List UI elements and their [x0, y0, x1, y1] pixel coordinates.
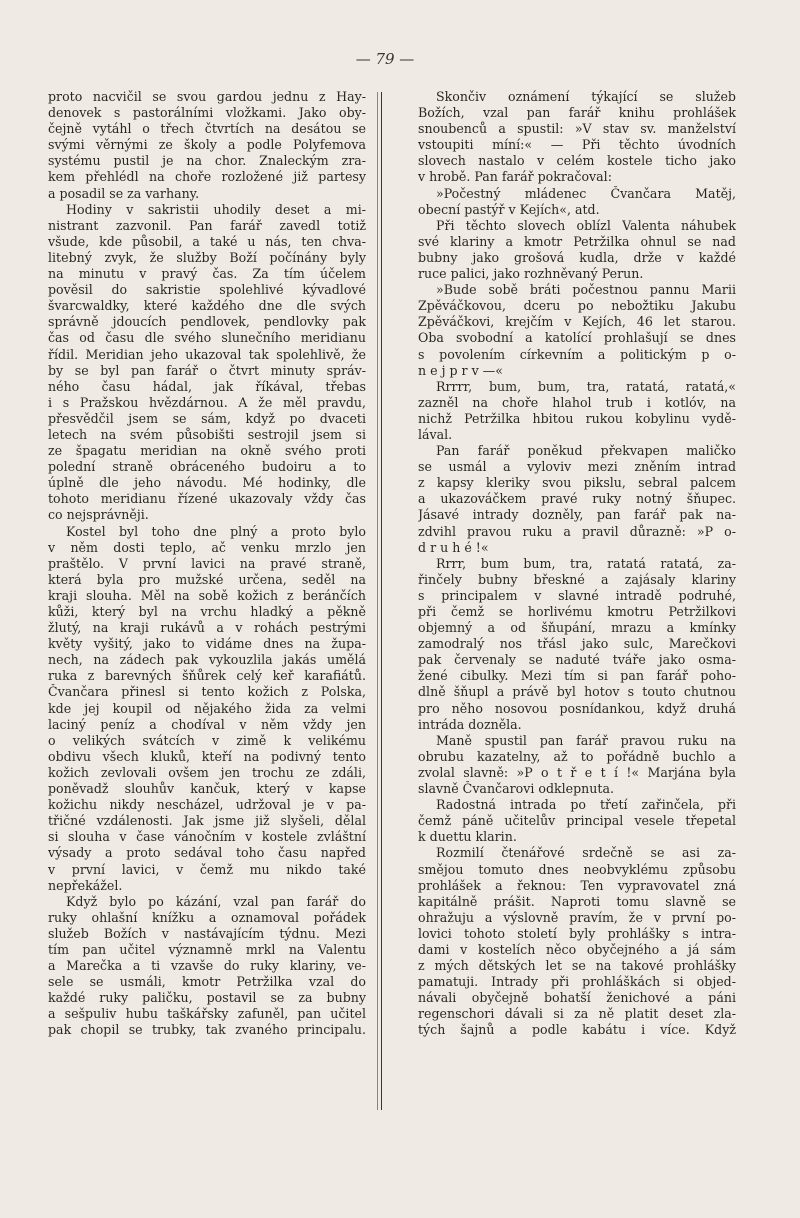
text-line: bubny jako grošová kudla, drže v každé	[418, 249, 736, 265]
text-line: tím pan učitel významně mrkl na Valentu	[48, 941, 366, 957]
text-line: při čemž se horlivému kmotru Petržilkovi	[418, 604, 736, 619]
text-line: Pan farář poněkud překvapen maličko	[436, 443, 736, 459]
text-line: s povolením církevním a politickým p o-	[418, 346, 736, 362]
text-line: každé ruky paličku, postavil se za bubny	[48, 990, 366, 1006]
text-line: Při těchto slovech oblízl Valenta náhubek	[436, 217, 736, 233]
text-line: a Marečka a ti vzavše do ruky klariny, ve-	[48, 958, 366, 974]
text-line: litebný zvyk, že služby Boží počínány byly	[48, 249, 366, 265]
text-line: pamatuji. Intrady při prohláškách si objed-	[418, 974, 736, 990]
text-line: čas od času dle svého slunečního meridianu	[48, 330, 366, 346]
text-line: Zpěváčkovi, krejčím v Kejích, 46 let starou.	[418, 314, 736, 330]
text-line: žené cibulky. Mezi tím si pan farář poho-	[418, 668, 736, 684]
text-line: úplně dle jeho návodu. Mé hodinky, dle	[48, 475, 366, 491]
text-line: kožich zevlovali ovšem jen trochu ze zdáli,	[48, 764, 366, 780]
left-column	[48, 89, 366, 1039]
text-line: dami v kostelích něco obyčejného a já sám	[418, 941, 736, 957]
text-line: Oba svobodní a katolící prohlašují se dnes	[418, 330, 736, 346]
text-line: kraji slouha. Měl na sobě kožich z beránčích	[48, 587, 366, 603]
text-line: sele se usmáli, kmotr Petržilka vzal do	[48, 974, 366, 990]
text-line: obdivu všech kluků, kteří na podivný tento	[48, 748, 366, 764]
text-line: kde jej koupil od nějakého žida za velmi	[48, 700, 366, 716]
text-line: kůži, který byl na vrchu hladký a pěkně	[48, 604, 366, 619]
text-line: Radostná intrada po třetí zařinčela, při	[436, 797, 736, 813]
text-line: n e j p r v —«	[418, 362, 503, 378]
text-line: zamodralý nos třásl jako sulc, Marečkovi	[418, 636, 736, 652]
text-line: poněvadž slouhův kančuk, který v kapse	[48, 781, 366, 797]
text-line: si slouha v čase vánočním v kostele zvláštní	[48, 829, 366, 845]
column-divider	[381, 92, 382, 1110]
text-line: vstoupiti míní:« — Při těchto úvodních	[418, 137, 736, 153]
text-line: systému pustil je na chor. Znaleckým zra-	[48, 153, 366, 169]
text-line: nichž Petržilka hbitou rukou kobylinu vydě-	[418, 410, 736, 426]
text-line: z mých dětských let se na takové prohlášky	[418, 958, 736, 974]
text-line: objemný a od šňupání, mrazu a kmínky	[418, 620, 736, 636]
text-line: čemž páně učitelův principal vesele třepetal	[418, 813, 736, 829]
text-line: své klariny a kmotr Petržilka ohnul se nad	[418, 233, 736, 249]
text-line: žlutý, na kraji rukávů a v rohách pestrými	[48, 620, 366, 636]
text-line: »Počestný mládenec Čvančara Matěj,	[436, 185, 736, 201]
text-line: kožichu nikdy nescházel, udržoval je v pa-	[48, 797, 366, 813]
text-line: smějou tomuto dnes neobvyklému způsobu	[418, 861, 736, 877]
text-line: praštělo. V první lavici na pravé straně,	[48, 555, 366, 571]
text-line: Zpěváčkovou, dceru po nebožtiku Jakubu	[418, 298, 736, 314]
text-line: zazněl na choře hlahol trub i kotlóv, na	[418, 394, 736, 410]
text-line: o velikých svátcích v zimě k velikému	[48, 732, 366, 748]
text-line: obecní pastýř v Kejích«, atd.	[418, 201, 600, 217]
text-line: tých šajnů a podle kabátu i více. Když	[418, 1022, 736, 1038]
text-line: Čvančara přinesl si tento kožich z Polska,	[48, 684, 366, 700]
text-line: Kostel byl toho dne plný a proto bylo	[66, 523, 366, 539]
text-line: co nejsprávněji.	[48, 507, 149, 523]
text-line: ruka z barevných šňůrek celý keř karafiátů.	[48, 668, 366, 684]
text-line: Rrrrr, bum, bum, tra, ratatá, ratatá,«	[436, 378, 736, 394]
text-line: snoubenců a spustil: »V stav sv. manželství	[418, 121, 736, 137]
text-line: řídil. Meridian jeho ukazoval tak spolehlivě, že	[48, 346, 366, 362]
column-divider-shadow	[377, 92, 378, 1110]
text-line: a sešpuliv hubu taškářsky zafuněl, pan učitel	[48, 1006, 366, 1022]
text-line: svými věrnými ze školy a podle Polyfemova	[48, 137, 366, 153]
text-line: návali obyčejně bohatší ženichové a páni	[418, 990, 736, 1006]
text-line: s principalem v slavné intradě podruhé,	[418, 587, 736, 603]
text-line: prohlášek a řeknou: Ten vypravovatel zná	[418, 877, 736, 893]
text-line: v hrobě. Pan farář pokračoval:	[418, 169, 612, 185]
text-line: ze špagatu meridian na okně svého proti	[48, 443, 366, 459]
text-line: ohražuju a výslovně pravím, že v první po-	[418, 909, 736, 925]
text-line: Jásavé intrady dozněly, pan farář pak na-	[418, 507, 736, 523]
text-line: z kapsy kleriky svou pikslu, sebral palcem	[418, 475, 736, 491]
page-number: — 79 —	[355, 50, 415, 68]
text-line: nistrant zazvonil. Pan farář zavedl totiž	[48, 217, 366, 233]
text-line: nech, na zádech pak vykouzlila jakás umělá	[48, 652, 366, 668]
text-line: proto nacvičil se svou gardou jednu z Hay-	[48, 89, 366, 104]
text-line: v něm dosti teplo, ač venku mrzlo jen	[48, 539, 366, 555]
text-line: laciný peníz a chodíval v něm vždy jen	[48, 716, 366, 732]
text-line: letech na svém působišti sestrojil jsem si	[48, 426, 366, 442]
text-line: pro něho nosovou posnídankou, když druhá	[418, 700, 736, 716]
text-line: polední straně obráceného budoiru a to	[48, 459, 366, 475]
text-line: Když bylo po kázání, vzal pan farář do	[66, 893, 366, 909]
text-line: intráda dozněla.	[418, 716, 522, 732]
text-line: ného času hádal, jak říkával, třebas	[48, 378, 366, 394]
text-line: zdvihl pravou ruku a pravil důrazně: »P o-	[418, 523, 736, 539]
text-line: Božích, vzal pan farář knihu prohlášek	[418, 105, 736, 121]
text-line: Hodiny v sakristii uhodily deset a mi-	[66, 201, 366, 217]
text-line: zvolal slavně: »P o t ř e t í !« Marjána byla	[418, 764, 736, 780]
text-line: denovek s pastorálními vložkami. Jako oby-	[48, 105, 366, 121]
text-line: výsady a proto sedával toho času napřed	[48, 845, 366, 861]
right-column	[418, 89, 736, 1039]
text-line: švarcwaldky, které každého dne dle svých	[48, 298, 366, 314]
text-line: a ukazováčkem pravé ruky notný šňupec.	[418, 491, 736, 507]
text-line: slovech nastalo v celém kostele ticho jako	[418, 153, 736, 169]
text-line: ruce palici, jako rozhněvaný Perun.	[418, 266, 644, 282]
text-line: všude, kde působil, a také u nás, ten chva-	[48, 233, 366, 249]
text-line: nepřekážel.	[48, 877, 123, 893]
text-line: čejně vytáhl o třech čtvrtích na desátou se	[48, 121, 366, 137]
text-line: lovici tohoto století byly prohlášky s intra-	[418, 925, 736, 941]
text-line: kapitálně prášit. Naproti tomu slavně se	[418, 893, 736, 909]
text-line: dlně šňupl a právě byl hotov s touto chutnou	[418, 684, 736, 700]
text-line: správně jdoucích pendlovek, pendlovky pak	[48, 314, 366, 330]
text-line: by se byl pan farář o čtvrt minuty správ-	[48, 362, 366, 378]
text-line: regenschori dávali si za ně platit deset zla-	[418, 1006, 736, 1022]
text-line: tohoto meridianu řízené ukazovaly vždy čas	[48, 491, 366, 507]
text-line: i s Pražskou hvězdárnou. A že měl pravdu,	[48, 394, 366, 410]
text-line: obrubu kazatelny, až to pořádně buchlo a	[418, 748, 736, 764]
text-line: přesvědčil jsem se sám, když po dvaceti	[48, 410, 366, 426]
text-line: kem přehlédl na choře rozložené již partesy	[48, 169, 366, 185]
text-line: ruky ohlašní knížku a oznamoval pořádek	[48, 909, 366, 925]
text-line: Rozmilí čtenářové srdečně se asi za-	[436, 845, 736, 861]
text-line: »Bude sobě bráti počestnou pannu Marii	[436, 282, 736, 298]
text-line: služeb Božích v nastávajícím týdnu. Mezi	[48, 925, 366, 941]
text-line: lával.	[418, 426, 453, 442]
text-line: květy vyšitý, jako to vidáme dnes na župa-	[48, 636, 366, 652]
text-line: řinčely bubny břeskné a zajásaly klariny	[418, 571, 736, 587]
text-line: pak červenaly se naduté tváře jako osma-	[418, 652, 736, 668]
text-line: se usmál a vyloviv mezi zněním intrad	[418, 459, 736, 475]
text-line: na minutu v pravý čas. Za tím účelem	[48, 266, 366, 282]
text-line: třičné vzdálenosti. Jak jsme již slyšeli, dělal	[48, 813, 366, 829]
text-line: Rrrr, bum bum, tra, ratatá ratatá, za-	[436, 555, 736, 571]
text-line: Maně spustil pan farář pravou ruku na	[436, 732, 736, 748]
text-line: pověsil do sakristie spolehlivé kývadlové	[48, 282, 366, 298]
text-line: Skončiv oznámení týkající se služeb	[436, 89, 736, 104]
text-line: slavně Čvančarovi odklepnuta.	[418, 781, 614, 797]
text-line: k duettu klarin.	[418, 829, 517, 845]
text-line: a posadil se za varhany.	[48, 185, 200, 201]
text-line: v první lavici, v čemž mu nikdo také	[48, 861, 366, 877]
text-line: která byla pro mužské určena, seděl na	[48, 571, 366, 587]
text-line: d r u h é !«	[418, 539, 489, 555]
text-line: pak chopil se trubky, tak zvaného principalu.	[48, 1022, 366, 1038]
